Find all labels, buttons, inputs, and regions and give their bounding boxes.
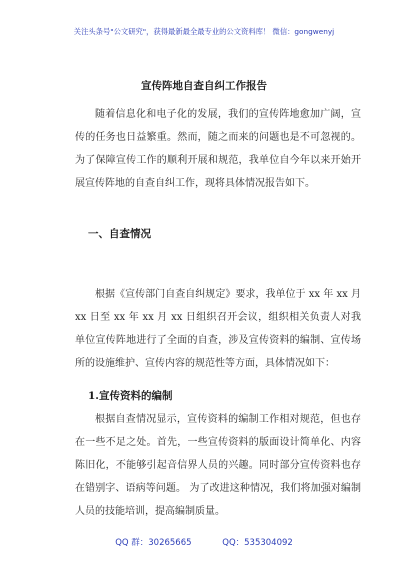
subsection-heading-materials: 1.宣传资料的编制 xyxy=(88,390,173,402)
intro-paragraph: 随着信息化和电子化的发展，我们的宣传阵地愈加广阔，宣传的任务也日益繁重。然而，随之而来的问题也是不可忽视的。为了保障宣传工作的顺利开展和规范，我单位自今年以来开始开展宣传阵地的自查自纠工作，现将具体情况报告如下。 xyxy=(75,109,361,189)
self-check-paragraph: 根据《宣传部门自查自纠规定》要求，我单位于 xx 年 xx 月 xx 日至 xx 年 xx 月 xx 日组织召开会议，组织相关负责人对我单位宣传阵地进行了全面的自查，涉及宣传资料的编制、宣传场所的设施维护、宣传内容的规范性等方面，具体情况如下： xyxy=(75,289,361,369)
section-heading-self-check: 一、自查情况 xyxy=(88,228,151,240)
materials-paragraph: 根据自查情况显示，宣传资料的编制工作相对规范，但也存在一些不足之处。首先，一些宣传资料的版面设计简单化、内容陈旧化，不能够引起音信界人员的兴趣。同时部分宣传资料也存在错别字、语病等问题。 为了改进这种情况，我们将加强对编制人员的技能培训，提高编制质量。 xyxy=(75,414,361,517)
document-title: 宣传阵地自查自纠工作报告 xyxy=(141,80,267,92)
footer-qq-number: QQ：535304092 xyxy=(222,538,293,548)
footer-qq-group: QQ 群：30265665 xyxy=(115,538,192,548)
header-promo-note: 关注头条号"公文研究"，获得最新最全最专业的公文资料库！ 微信：gongwenyj xyxy=(73,27,335,36)
footer-contact xyxy=(0,536,408,548)
